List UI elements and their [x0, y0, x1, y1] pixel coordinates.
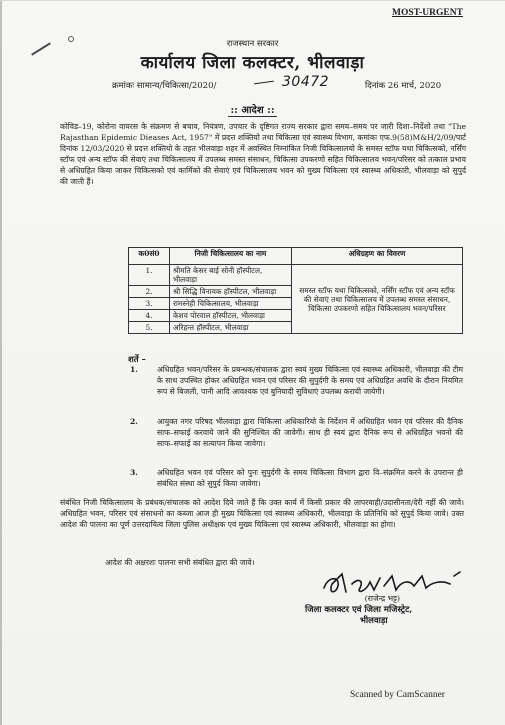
- office-heading: कार्यालय जिला कलक्टर, भीलवाड़ा: [140, 53, 365, 73]
- signatory-name: (राजेन्द्र भट्ट): [364, 594, 400, 603]
- row-hospital-name: श्रीमति केसर बाई सोनी हॉस्पीटल, भीलवाड़ा: [170, 265, 292, 286]
- order-title: [0, 102, 505, 116]
- condition-text: अधिग्रहित भवन/परिसर के प्रबन्धक/संचालक द्वारा स्वयं मुख्य चिकित्सा एवं स्वास्थ्य अधिकारी, भीलवाड़ा की टीम के साथ उपस्थित होकर अधिग्रहित भवन एवं परिसर की सुपुर्दगी के समय एवं अधिग्रहित अवधि के दौरान नियमित रूप से बिजली, पानी आदि आवश्यक एवं बुनियादी सुविधाएं उपलब्ध करायी जायेगी।: [157, 365, 463, 396]
- row-serial: 2.: [129, 286, 170, 298]
- table-row: [129, 265, 463, 286]
- row-hospital-name: रामस्नेही चिकित्सालय, भीलवाड़ा: [170, 298, 292, 310]
- header-hospital-name: निजी चिकित्सालय का नाम: [170, 248, 292, 265]
- handwritten-reference-number: 30472: [282, 74, 330, 90]
- signature-stroke: [324, 572, 460, 592]
- table-header-row: [129, 248, 463, 265]
- conditions-heading: शर्ते –: [128, 355, 146, 365]
- condition-text: आयुक्त नगर परिषद भीलवाड़ा द्वारा चिकित्सा अधिकारियो के निर्देशन में अधिग्रहित भवन एवं परिसर की दैनिक साफ–सफाई करवाये जाने की सुनिश्चित की जावेगी। साथ ही स्वयं द्वारा दैनिक रूप से अधिग्रहित भवनो की साफ–सफाई का सत्यापन किया जावेगा।: [157, 417, 463, 448]
- row-serial: 5.: [129, 322, 170, 334]
- signatory-place: भीलवाड़ा: [360, 616, 388, 626]
- row-hospital-name: केशव पोरवाल हॉस्पीटल, भीलवाड़ा: [170, 310, 292, 322]
- urgency-label: MOST-URGENT: [392, 8, 463, 18]
- row-hospital-name: अरिहन्त हॉस्पीटल, भीलवाड़ा: [170, 322, 292, 334]
- condition-number: 1.: [130, 365, 138, 374]
- reference-prefix: क्रमांकः सामान्य/चिकित्सा/2020/: [112, 81, 217, 91]
- scanner-watermark: Scanned by CamScanner: [350, 690, 445, 700]
- compliance-line: आदेश की अक्षरशः पालना सभी संबंधित द्वारा की जावे।: [105, 558, 255, 567]
- row-serial: 1.: [129, 265, 170, 286]
- header-serial: क0सं0: [129, 248, 170, 265]
- acquisition-details: समस्त स्टॉफ यथा चिकित्सको, नर्सिंग स्टॉफ एवं अन्य स्टॉफ की सेवाएं तथा चिकित्सालय में उपलब्ध समस्त संसाधन, चिकित्सा उपकरणो सहित चिकित्सालय भवन/परिसर: [292, 265, 463, 334]
- order-paragraph: कोविड–19, कोरोना वायरस के संक्रमण से बचाव, नियंत्रण, उपचार के दृष्टिगत राज्य सरकार द्वारा समय–समय पर जारी दिशा–निर्देशो तथा "The Rajasthan Epidemic Dieases Act, 1957" में प्रदत्त शक्तियो तथा चिकित्सा एवं स्वास्थ्य विभाग, कमांकः एफ.9(58)M&H/2/09/पार्ट दिनांक 12/03/2020 से प्रदत्त शक्तियो के तहत भीलवाड़ा शहर में अवस्थित निम्नांकित निजी चिकित्सालयो के समस्त स्टॉफ यथा चिकित्सको, नर्सिंग स्टॉफ एवं अन्य स्टॉफ की सेवाएं तथा चिकित्सालय में उपलब्ध समस्त संसाधन, चिकित्सा उपकरणो सहित चिकित्सालय भवन/परिसर को तत्काल प्रभाव से अधिग्रहित किया जाकर चिकित्सको एवं कार्मिको की सेवाएं एवं चिकित्सालय भवन को मुख्य चिकित्सा एवं स्वास्थ्य अधिकारी, भीलवाड़ा को सुपुर्द की जाती हैं।: [60, 122, 466, 186]
- row-hospital-name: श्री सिद्धि विनायक हॉस्पीटल, भीलवाड़ा: [170, 286, 292, 298]
- condition-number: 3.: [130, 468, 138, 477]
- header-acquisition-details: अधिग्रहण का विवरण: [292, 248, 463, 265]
- closing-paragraph: संबंधित निजी चिकित्सालय के प्रबंधक/संचालक को आदेश दिये जाते हैं कि उक्त कार्य में किसी प्रकार की लापरवाही/उदासीनता/देरी नहीं की जावे। अधिग्रहित भवन, परिसर एवं संसाधनो का कब्जा आज ही मुख्य चिकित्सा एवं स्वास्थ्य अधिकारी, भीलवाड़ा के प्रतिनिधि को सुपुर्द किया जावे। उक्त आदेश की पालना का पूर्ण उत्तरदायित्व जिला पुलिस अधीक्षक एवं मुख्य चिकित्सा एवं स्वास्थ्य अधिकारी, भीलवाड़ा का होगा।: [60, 498, 464, 529]
- order-title-text: :: आदेश ::: [230, 105, 275, 116]
- order-date: दिनांक 26 मार्च, 2020: [365, 81, 442, 91]
- hospital-table: [128, 247, 463, 334]
- signatory-designation: जिला कलक्टर एवं जिला मजिस्ट्रेट,: [305, 605, 413, 615]
- row-serial: 4.: [129, 310, 170, 322]
- row-serial: 3.: [129, 298, 170, 310]
- condition-text: अधिग्रहित भवन एवं परिसर को पुनः सुपुर्दगी के समय चिकित्सा विभाग द्वारा वि–संक्रमित करने के उपरान्त ही संबंधित संस्था को सुपुर्द किया जावेगा।: [157, 468, 463, 488]
- condition-number: 2.: [130, 417, 138, 426]
- government-name: राजस्थान सरकार: [226, 39, 279, 49]
